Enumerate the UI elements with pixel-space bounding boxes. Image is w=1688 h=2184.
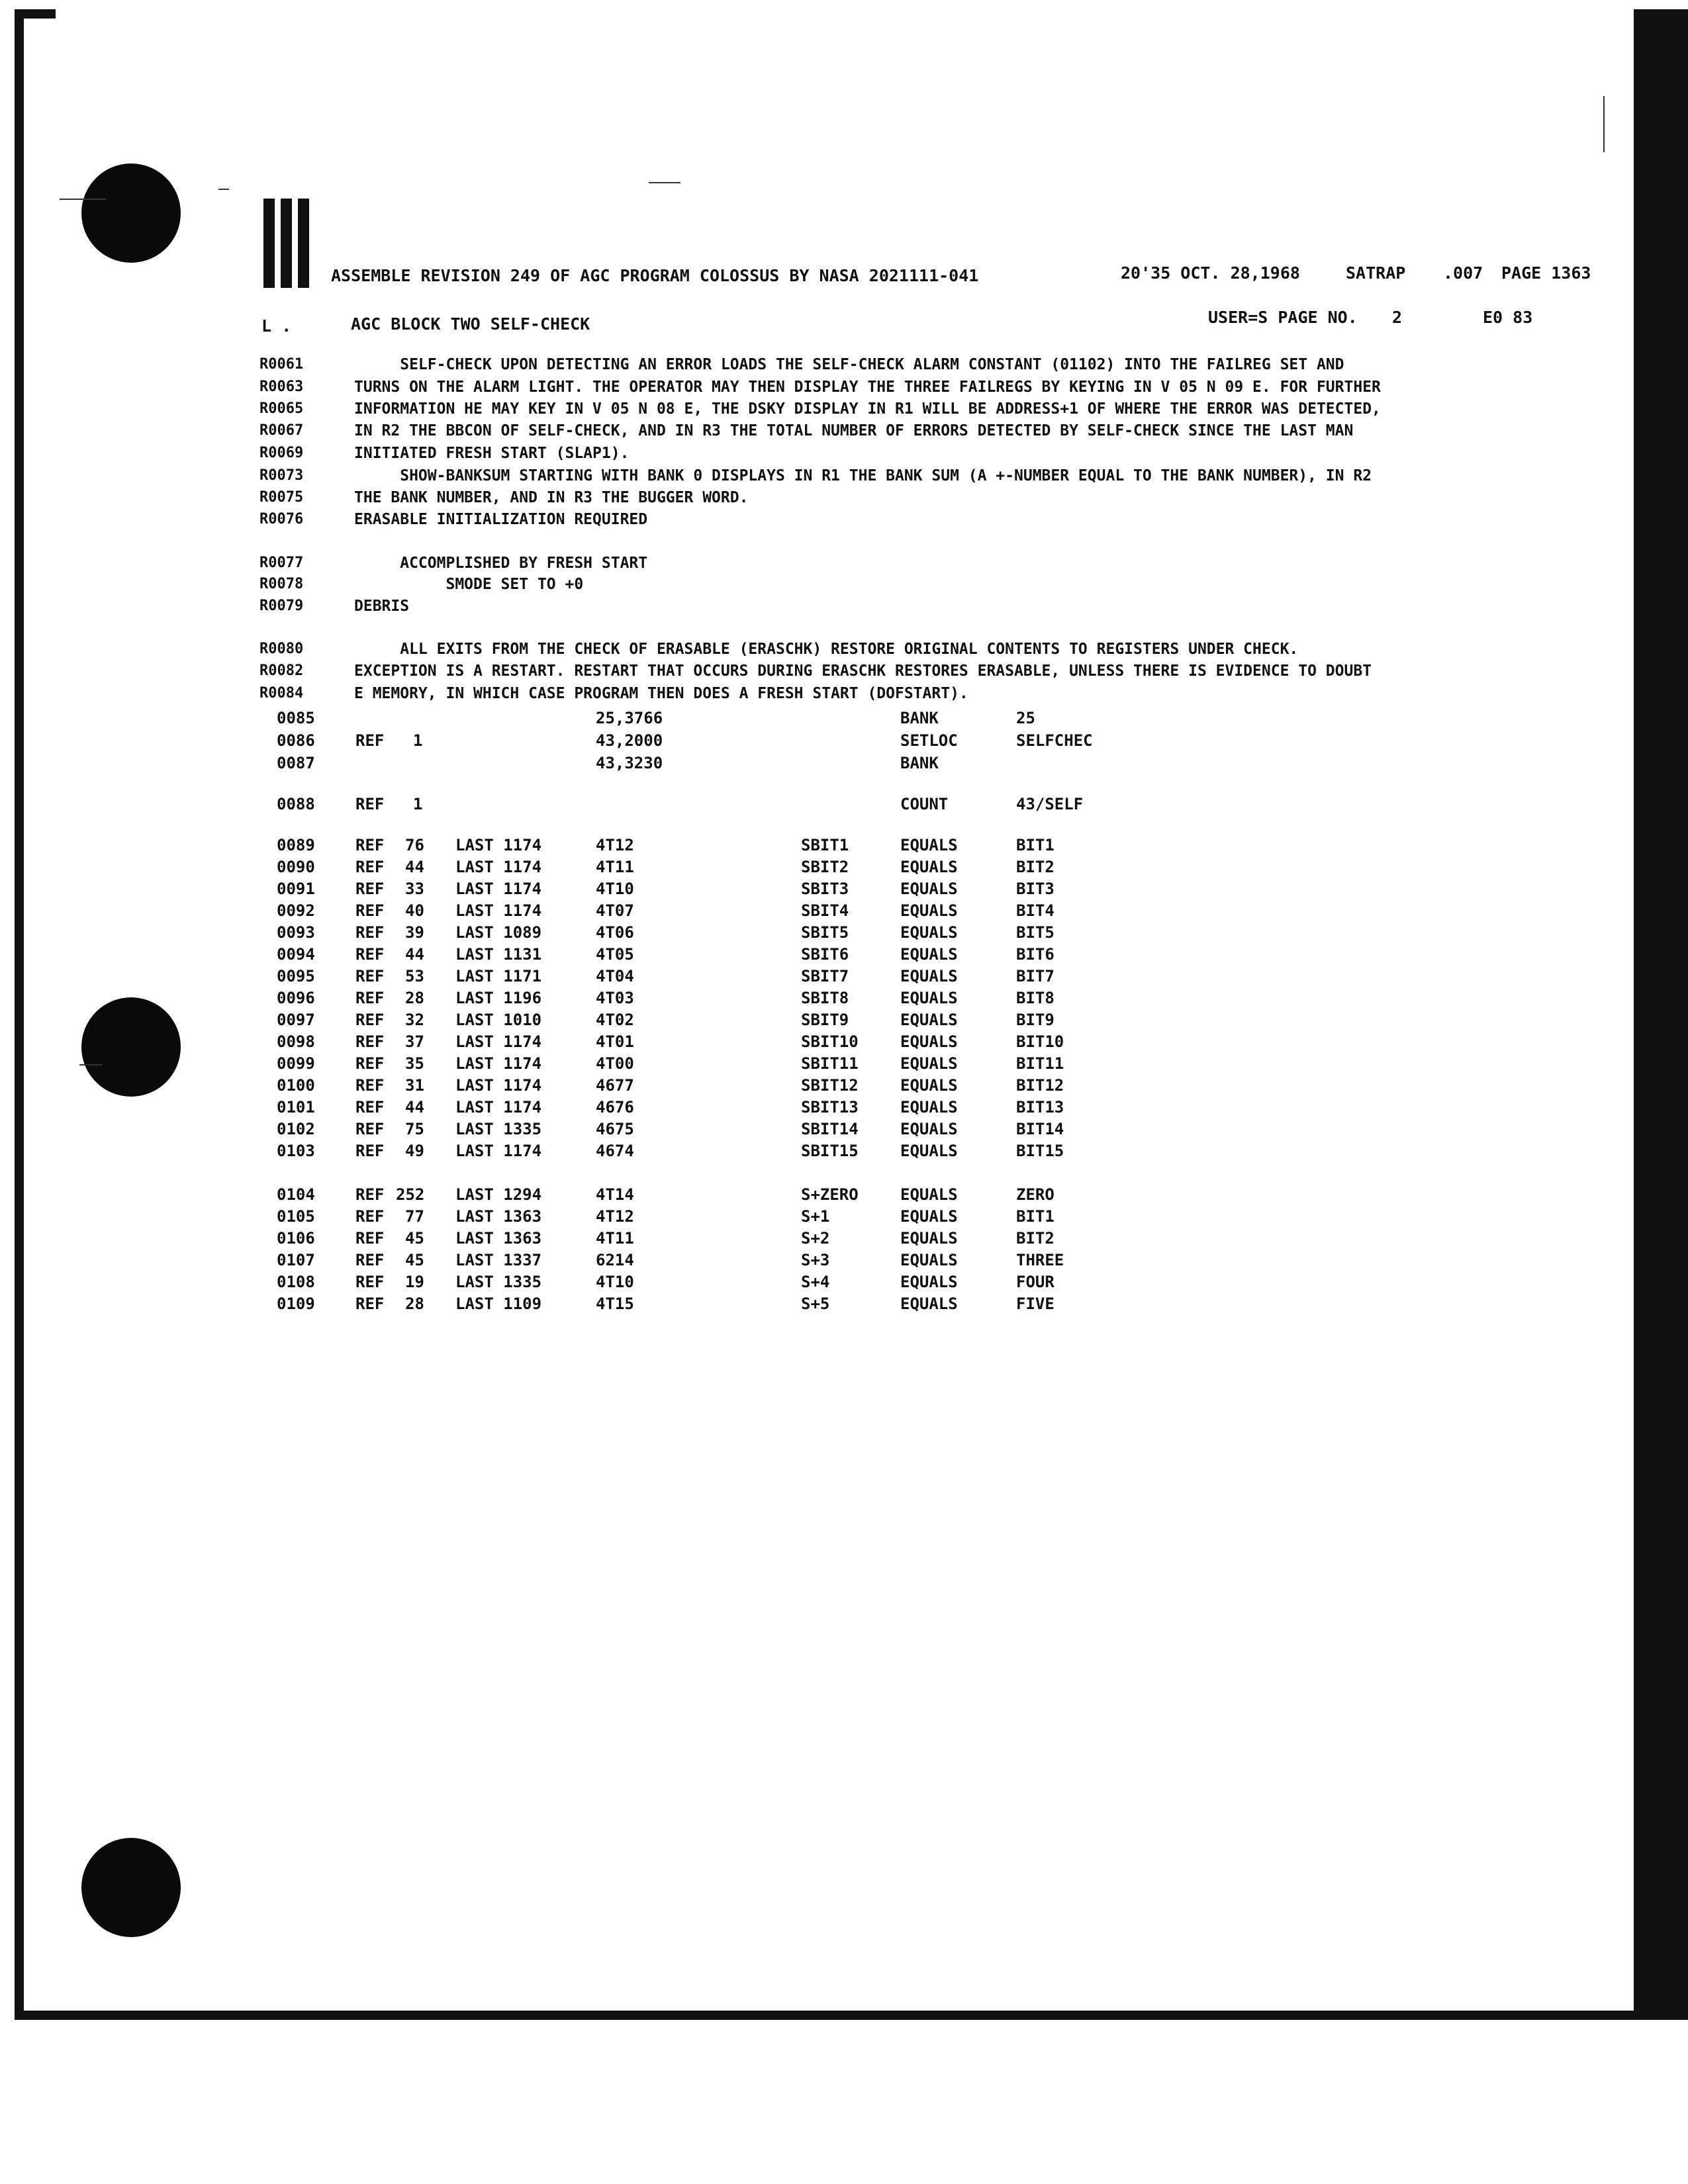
opcode: EQUALS [900, 1054, 958, 1073]
last-reference: LAST 1335 [455, 1273, 542, 1291]
ref-count: 45 [405, 1251, 424, 1269]
ref-keyword: REF [355, 967, 385, 985]
opcode: EQUALS [900, 1251, 958, 1269]
address: 4677 [596, 1076, 634, 1095]
ref-count: 40 [405, 901, 424, 920]
sequence-number: 0094 [277, 945, 315, 964]
address: 4T12 [596, 836, 634, 854]
sequence-number: 0100 [277, 1076, 315, 1095]
last-reference: LAST 1109 [455, 1295, 542, 1313]
ref-count: 76 [405, 836, 424, 854]
sequence-number: 0101 [277, 1098, 315, 1116]
sequence-number: R0065 [259, 400, 304, 417]
code-row [0, 923, 1688, 942]
last-reference: LAST 1131 [455, 945, 542, 964]
sequence-number: 0099 [277, 1054, 315, 1073]
code-row [0, 731, 1688, 751]
opcode: EQUALS [900, 945, 958, 964]
last-reference: LAST 1174 [455, 1076, 542, 1095]
sequence-number: 0107 [277, 1251, 315, 1269]
comment-line: THE BANK NUMBER, AND IN R3 THE BUGGER WORD. [354, 489, 749, 506]
ref-keyword: REF [355, 945, 385, 964]
ref-count: 53 [405, 967, 424, 985]
sequence-number: 0090 [277, 858, 315, 876]
address: 4674 [596, 1142, 634, 1160]
code-row [0, 794, 1688, 814]
symbol-label: SBIT15 [801, 1142, 859, 1160]
address: 4T12 [596, 1207, 634, 1226]
listing-revision: .007 [1443, 263, 1483, 283]
operand: ZERO [1016, 1185, 1055, 1204]
address: 4T05 [596, 945, 634, 964]
address: 6214 [596, 1251, 634, 1269]
symbol-label: SBIT4 [801, 901, 849, 920]
sequence-number: 0096 [277, 989, 315, 1007]
address: 4T02 [596, 1011, 634, 1029]
ref-keyword: REF [355, 1032, 385, 1051]
sequence-number: 0093 [277, 923, 315, 942]
operand: SELFCHEC [1016, 731, 1093, 750]
sequence-number: 0109 [277, 1295, 315, 1313]
operand: FIVE [1016, 1295, 1055, 1313]
comment-line: EXCEPTION IS A RESTART. RESTART THAT OCCURS DURING ERASCHK RESTORES ERASABLE, UNLESS THERE IS EVIDENCE TO DOUBT [354, 662, 1372, 680]
comment-line: SHOW-BANKSUM STARTING WITH BANK 0 DISPLAYS IN R1 THE BANK SUM (A +-NUMBER EQUAL TO THE BANK NUMBER), IN R2 [354, 467, 1372, 484]
sequence-number: R0063 [259, 379, 304, 395]
last-reference: LAST 1363 [455, 1207, 542, 1226]
code-row [0, 753, 1688, 773]
sequence-number: R0075 [259, 489, 304, 506]
ref-count: 44 [405, 858, 424, 876]
opcode: EQUALS [900, 1229, 958, 1248]
symbol-label: SBIT12 [801, 1076, 859, 1095]
opcode: SETLOC [900, 731, 958, 750]
address: 4T01 [596, 1032, 634, 1051]
ref-count: 35 [405, 1054, 424, 1073]
last-reference: LAST 1335 [455, 1120, 542, 1138]
ref-count: 33 [405, 880, 424, 898]
listing-datetime: 20'35 OCT. 28,1968 [1121, 263, 1300, 283]
operand: 43/SELF [1016, 795, 1084, 813]
ref-count: 75 [405, 1120, 424, 1138]
address: 25,3766 [596, 709, 663, 727]
symbol-label: SBIT3 [801, 880, 849, 898]
comment-line: INFORMATION HE MAY KEY IN V 05 N 08 E, THE DSKY DISPLAY IN R1 WILL BE ADDRESS+1 OF WHERE THE ERROR WAS DETECTED, [354, 400, 1381, 418]
ref-keyword: REF [355, 1120, 385, 1138]
symbol-label: SBIT8 [801, 989, 849, 1007]
opcode: EQUALS [900, 1273, 958, 1291]
sequence-number: R0076 [259, 511, 304, 527]
code-row [0, 1097, 1688, 1117]
speck [1603, 96, 1605, 152]
listing-code: E0 83 [1483, 308, 1533, 327]
last-reference: LAST 1174 [455, 901, 542, 920]
last-reference: LAST 1171 [455, 967, 542, 985]
symbol-label: SBIT11 [801, 1054, 859, 1073]
ref-count: 1 [413, 731, 423, 750]
sequence-number: 0088 [277, 795, 315, 813]
address: 4T04 [596, 967, 634, 985]
symbol-label: SBIT5 [801, 923, 849, 942]
listing-page: PAGE 1363 [1501, 263, 1591, 283]
symbol-label: SBIT6 [801, 945, 849, 964]
ref-count: 49 [405, 1142, 424, 1160]
ref-keyword: REF [355, 880, 385, 898]
operand: BIT8 [1016, 989, 1055, 1007]
ref-keyword: REF [355, 901, 385, 920]
code-row [0, 879, 1688, 899]
opcode: EQUALS [900, 836, 958, 854]
address: 4T00 [596, 1054, 634, 1073]
code-row [0, 708, 1688, 728]
ref-keyword: REF [355, 858, 385, 876]
listing-title: ASSEMBLE REVISION 249 OF AGC PROGRAM COLOSSUS BY NASA 2021111-041 [331, 266, 979, 285]
last-reference: LAST 1174 [455, 880, 542, 898]
last-reference: LAST 1174 [455, 836, 542, 854]
symbol-label: S+3 [801, 1251, 830, 1269]
sequence-number: 0102 [277, 1120, 315, 1138]
symbol-label: SBIT7 [801, 967, 849, 985]
ref-keyword: REF [355, 1142, 385, 1160]
ref-keyword: REF [355, 1273, 385, 1291]
operand: 25 [1016, 709, 1035, 727]
code-row [0, 1141, 1688, 1161]
sequence-number: 0095 [277, 967, 315, 985]
code-row [0, 1032, 1688, 1052]
code-row [0, 1272, 1688, 1292]
operand: BIT6 [1016, 945, 1055, 964]
sequence-number: 0105 [277, 1207, 315, 1226]
operand: BIT1 [1016, 836, 1055, 854]
comment-line: IN R2 THE BBCON OF SELF-CHECK, AND IN R3 THE TOTAL NUMBER OF ERRORS DETECTED BY SELF-CHECK SINCE THE LAST MAN [354, 422, 1354, 439]
ref-keyword: REF [355, 795, 385, 813]
sequence-number: 0106 [277, 1229, 315, 1248]
comment-line: TURNS ON THE ALARM LIGHT. THE OPERATOR MAY THEN DISPLAY THE THREE FAILREGS BY KEYING IN V 05 N 09 E. FOR FURTHER [354, 379, 1381, 396]
sequence-number: 0104 [277, 1185, 315, 1204]
ref-keyword: REF [355, 1295, 385, 1313]
last-reference: LAST 1337 [455, 1251, 542, 1269]
ref-count: 1 [413, 795, 423, 813]
opcode: EQUALS [900, 1295, 958, 1313]
opcode: EQUALS [900, 1076, 958, 1095]
code-row [0, 835, 1688, 855]
ref-keyword: REF [355, 1011, 385, 1029]
operand: BIT12 [1016, 1076, 1064, 1095]
comment-line: ALL EXITS FROM THE CHECK OF ERASABLE (ERASCHK) RESTORE ORIGINAL CONTENTS TO REGISTERS UNDER CHECK. [354, 641, 1299, 658]
operand: BIT9 [1016, 1011, 1055, 1029]
ref-keyword: REF [355, 836, 385, 854]
symbol-label: SBIT2 [801, 858, 849, 876]
operand: THREE [1016, 1251, 1064, 1269]
opcode: EQUALS [900, 989, 958, 1007]
symbol-label: SBIT9 [801, 1011, 849, 1029]
binder-hole-top [81, 163, 181, 263]
code-row [0, 966, 1688, 986]
address: 4676 [596, 1098, 634, 1116]
ref-count: 39 [405, 923, 424, 942]
operand: BIT13 [1016, 1098, 1064, 1116]
comment-line: ACCOMPLISHED BY FRESH START [354, 555, 648, 572]
ref-count: 28 [405, 989, 424, 1007]
address: 4T10 [596, 1273, 634, 1291]
operand: BIT1 [1016, 1207, 1055, 1226]
code-row [0, 1010, 1688, 1030]
code-row [0, 901, 1688, 921]
operand: BIT10 [1016, 1032, 1064, 1051]
ref-count: 77 [405, 1207, 424, 1226]
address: 4T06 [596, 923, 634, 942]
opcode: BANK [900, 754, 939, 772]
address: 4T07 [596, 901, 634, 920]
address: 4T15 [596, 1295, 634, 1313]
sequence-number: R0078 [259, 576, 304, 592]
code-row [0, 1119, 1688, 1139]
speck [649, 182, 680, 183]
opcode: BANK [900, 709, 939, 727]
symbol-label: SBIT14 [801, 1120, 859, 1138]
symbol-label: SBIT10 [801, 1032, 859, 1051]
ref-keyword: REF [355, 923, 385, 942]
sequence-number: R0061 [259, 356, 304, 373]
symbol-label: S+4 [801, 1273, 830, 1291]
opcode: EQUALS [900, 1142, 958, 1160]
code-row [0, 1054, 1688, 1073]
sequence-number: 0087 [277, 754, 315, 772]
code-row [0, 1185, 1688, 1205]
symbol-label: S+ZERO [801, 1185, 859, 1204]
ref-keyword: REF [355, 1098, 385, 1116]
listing-marker: L . [261, 316, 292, 336]
sequence-number: 0097 [277, 1011, 315, 1029]
listing-subtitle: AGC BLOCK TWO SELF-CHECK [351, 314, 590, 334]
operand: BIT14 [1016, 1120, 1064, 1138]
opcode: EQUALS [900, 1011, 958, 1029]
listing-system: SATRAP [1346, 263, 1406, 283]
symbol-label: S+2 [801, 1229, 830, 1248]
last-reference: LAST 1174 [455, 1142, 542, 1160]
last-reference: LAST 1174 [455, 1098, 542, 1116]
sequence-number: 0098 [277, 1032, 315, 1051]
ref-keyword: REF [355, 1229, 385, 1248]
last-reference: LAST 1174 [455, 1054, 542, 1073]
opcode: EQUALS [900, 1207, 958, 1226]
address: 4T11 [596, 1229, 634, 1248]
operand: BIT3 [1016, 880, 1055, 898]
symbol-label: SBIT13 [801, 1098, 859, 1116]
code-row [0, 857, 1688, 877]
last-reference: LAST 1294 [455, 1185, 542, 1204]
opcode: EQUALS [900, 858, 958, 876]
opcode: EQUALS [900, 1185, 958, 1204]
address: 4T03 [596, 989, 634, 1007]
ref-count: 19 [405, 1273, 424, 1291]
sequence-number: 0085 [277, 709, 315, 727]
sequence-number: 0089 [277, 836, 315, 854]
ref-count: 32 [405, 1011, 424, 1029]
comment-line: INITIATED FRESH START (SLAP1). [354, 445, 630, 462]
opcode: EQUALS [900, 901, 958, 920]
sequence-number: R0077 [259, 555, 304, 571]
operand: BIT11 [1016, 1054, 1064, 1073]
opcode: EQUALS [900, 1032, 958, 1051]
ref-keyword: REF [355, 1076, 385, 1095]
comment-line: ERASABLE INITIALIZATION REQUIRED [354, 511, 648, 528]
sequence-number: R0067 [259, 422, 304, 439]
address: 43,2000 [596, 731, 663, 750]
code-row [0, 988, 1688, 1008]
sequence-number: 0092 [277, 901, 315, 920]
sequence-number: R0080 [259, 641, 304, 657]
code-row [0, 1294, 1688, 1314]
sequence-number: 0086 [277, 731, 315, 750]
symbol-label: S+1 [801, 1207, 830, 1226]
code-row [0, 944, 1688, 964]
operand: BIT5 [1016, 923, 1055, 942]
comment-line: SELF-CHECK UPON DETECTING AN ERROR LOADS THE SELF-CHECK ALARM CONSTANT (01102) INTO THE FAILREG SET AND [354, 356, 1344, 373]
sequence-number: 0091 [277, 880, 315, 898]
ref-count: 45 [405, 1229, 424, 1248]
operand: BIT7 [1016, 967, 1055, 985]
ref-keyword: REF [355, 1185, 385, 1204]
last-reference: LAST 1089 [455, 923, 542, 942]
symbol-label: S+5 [801, 1295, 830, 1313]
page-edge-bottom [15, 2011, 1636, 2020]
code-row [0, 1250, 1688, 1270]
sequence-number: R0084 [259, 685, 304, 702]
opcode: EQUALS [900, 1120, 958, 1138]
address: 4675 [596, 1120, 634, 1138]
last-reference: LAST 1196 [455, 989, 542, 1007]
operand: BIT2 [1016, 858, 1055, 876]
speck [60, 199, 106, 200]
ref-count: 44 [405, 945, 424, 964]
last-reference: LAST 1174 [455, 858, 542, 876]
binder-hole-bottom [81, 1838, 181, 1937]
ref-keyword: REF [355, 1207, 385, 1226]
operand: BIT15 [1016, 1142, 1064, 1160]
user-page-number: 2 [1392, 308, 1403, 327]
symbol-label: SBIT1 [801, 836, 849, 854]
address: 4T10 [596, 880, 634, 898]
sequence-number: R0073 [259, 467, 304, 484]
opcode: EQUALS [900, 880, 958, 898]
ref-count: 37 [405, 1032, 424, 1051]
ref-count: 44 [405, 1098, 424, 1116]
operand: BIT4 [1016, 901, 1055, 920]
address: 43,3230 [596, 754, 663, 772]
code-row [0, 1228, 1688, 1248]
last-reference: LAST 1174 [455, 1032, 542, 1051]
address: 4T11 [596, 858, 634, 876]
last-reference: LAST 1010 [455, 1011, 542, 1029]
address: 4T14 [596, 1185, 634, 1204]
sequence-number: R0069 [259, 445, 304, 461]
ref-count: 31 [405, 1076, 424, 1095]
user-page-label: USER=S PAGE NO. [1208, 308, 1358, 327]
ref-keyword: REF [355, 1251, 385, 1269]
code-row [0, 1206, 1688, 1226]
opcode: COUNT [900, 795, 949, 813]
sequence-number: R0079 [259, 598, 304, 614]
operand: FOUR [1016, 1273, 1055, 1291]
ref-count: 252 [396, 1185, 425, 1204]
comment-line: DEBRIS [354, 598, 410, 615]
sequence-number: R0082 [259, 662, 304, 679]
ref-keyword: REF [355, 1054, 385, 1073]
opcode: EQUALS [900, 1098, 958, 1116]
comment-line: SMODE SET TO +0 [354, 576, 584, 593]
opcode: EQUALS [900, 923, 958, 942]
operand: BIT2 [1016, 1229, 1055, 1248]
sequence-number: 0108 [277, 1273, 315, 1291]
ref-keyword: REF [355, 989, 385, 1007]
opcode: EQUALS [900, 967, 958, 985]
ref-count: 28 [405, 1295, 424, 1313]
code-row [0, 1075, 1688, 1095]
last-reference: LAST 1363 [455, 1229, 542, 1248]
sequence-number: 0103 [277, 1142, 315, 1160]
comment-line: E MEMORY, IN WHICH CASE PROGRAM THEN DOES A FRESH START (DOFSTART). [354, 685, 968, 702]
speck [218, 189, 229, 190]
ref-keyword: REF [355, 731, 385, 750]
